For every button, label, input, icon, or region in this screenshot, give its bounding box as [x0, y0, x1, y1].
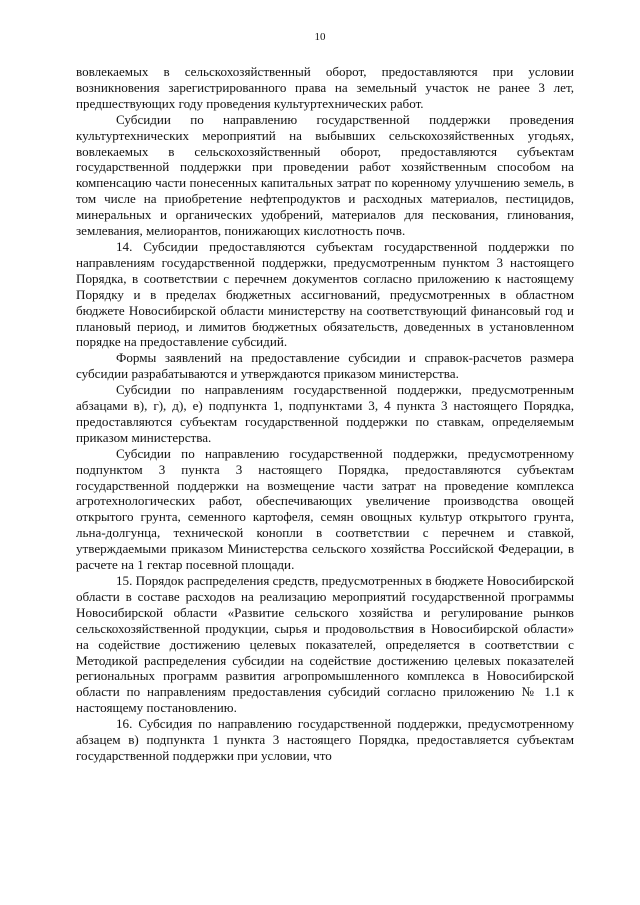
paragraph-item-15: 15. Порядок распределения средств, предусмотренных в бюджете Новосибирской области в составе расходов на реализацию мероприятий государственной программы Новосибирской области «Развитие сельского хозяйства и регулирование рынков сельскохозяйственной продукции, сырья и продовольствия в Новосибирской области» на содействие достижению целевых показателей, определяется в соответствии с Методикой распределения субсидии на содействие достижению целевых показателей региональных программ развития агропромышленного комплекса в Новосибирской области по направлениям предоставления субсидий согласно приложению № 1.1 к настоящему постановлению. — [76, 573, 574, 716]
paragraph-application-forms: Формы заявлений на предоставление субсидии и справок-расчетов размера субсидии разрабатываются и утверждаются приказом министерства. — [76, 350, 574, 382]
paragraph-item-14: 14. Субсидии предоставляются субъектам государственной поддержки по направлениям государственной поддержки, предусмотренным пунктом 3 настоящего Порядка, в соответствии с перечнем документов согласно приложению к настоящему Порядку и в пределах бюджетных ассигнований, предусмотренных в областном бюджете Новосибирской области министерству на соответствующий финансовый год и плановый период, и лимитов бюджетных обязательств, доведенных в установленном порядке на предоставление субсидий. — [76, 238, 574, 350]
paragraph-agrotech-works: Субсидии по направлению государственной поддержки, предусмотренному подпунктом 3 пункта 3 настоящего Порядка, предоставляются субъектам государственной поддержки на возмещение части затрат на проведение комплекса агротехнологических работ, обеспечивающих увеличение производства овощей открытого грунта, семенного картофеля, семян овощных культур открытого грунта, льна-долгунца, технической конопли в соответствии с перечнем и ставкой, утверждаемыми приказом Министерства сельского хозяйства Российской Федерации, в расчете на 1 гектар посевной площади. — [76, 445, 574, 573]
paragraph-rates: Субсидии по направлениям государственной поддержки, предусмотренным абзацами в), г), д), е) подпункта 1, подпунктами 3, 4 пункта 3 настоящего Порядка, предоставляются субъектам государственной поддержки по ставкам, определяемым приказом министерства. — [76, 382, 574, 445]
paragraph-item-16: 16. Субсидия по направлению государственной поддержки, предусмотренному абзацем в) подпункта 1 пункта 3 настоящего Порядка, предоставляется субъектам государственной поддержки при условии, что — [76, 716, 574, 763]
paragraph-culturtech-subsidies: Субсидии по направлению государственной поддержки проведения культуртехнических мероприятий на выбывших сельскохозяйственных угодьях, вовлекаемых в сельскохозяйственный оборот, предоставляются субъектам государственной поддержки при проведении работ хозяйственным способом на компенсацию части понесенных капитальных затрат по коренному улучшению земель, в том числе на приобретение нефтепродуктов и расходных материалов, пестицидов, минеральных и органических удобрений, материалов для пескования, глинования, землевания, мелиорантов, понижающих кислотность почв. — [76, 111, 574, 239]
paragraph-continued: вовлекаемых в сельскохозяйственный оборот, предоставляются при условии возникновения зарегистрированного права на земельный участок не ранее 3 лет, предшествующих году проведения культуртехнических работ. — [76, 64, 574, 111]
document-body — [76, 64, 574, 764]
page-number: 10 — [314, 31, 326, 43]
